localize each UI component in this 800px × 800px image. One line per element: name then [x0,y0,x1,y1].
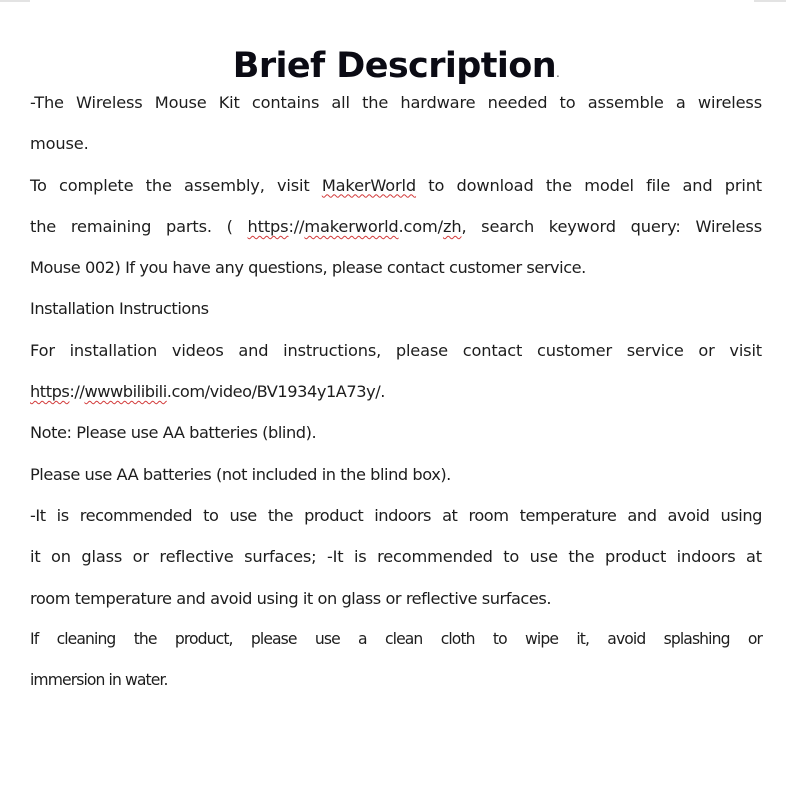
text-line-1: -The Wireless Mouse Kit contains all the hardware needed to assemble a wireless [30,93,762,112]
section-heading-installation: Installation Instructions [30,299,209,319]
spellcheck-word-https: https [247,216,289,236]
text-fragment: .com/video/BV1934y1A73y/. [166,382,385,402]
text-line-14: If cleaning the product, please use a clean cloth to wipe it, avoid splashing or [30,629,762,648]
spellcheck-word-https: https [30,382,70,402]
text-fragment: .com/ [398,216,443,236]
text-line-10: Please use AA batteries (not included in the blind box). [30,464,451,484]
text-fragment: :// [69,382,85,402]
text-fragment: :// [288,216,305,236]
text-line-9-note: Note: Please use AA batteries (blind). [30,423,317,443]
text-line-12: it on glass or reflective surfaces; -It is recommended to use the product indoors at [30,547,762,567]
text-line-4 [30,206,762,247]
text-line-11: -It is recommended to use the product indoors at room temperature and avoid using [30,505,762,525]
text-line-3 [30,165,762,206]
text-fragment: , search keyword query: Wireless [461,216,762,236]
text-fragment: To complete the assembly, visit [30,175,322,195]
spellcheck-word-makerworld: MakerWorld [321,175,417,195]
text-line-7: For installation videos and instructions, please contact customer service or visit [30,340,762,360]
text-line-5: Mouse 002) If you have any questions, please contact customer service. [30,258,586,278]
document-body [30,82,762,701]
spellcheck-word-makerworld-url: makerworld [304,216,399,236]
spellcheck-word-zh: zh [442,216,462,236]
text-fragment: to download the model file and print [416,175,762,195]
top-right-edge-mark [754,0,786,2]
spellcheck-word-wwwbilibili: wwwbilibili [84,382,167,402]
title-trailing-mark: . [556,66,560,81]
text-line-15: immersion in water. [30,671,168,690]
text-fragment: the remaining parts. ( [30,216,248,236]
text-line-13: room temperature and avoid using it on glass or reflective surfaces. [30,588,552,608]
page-title-text: Brief Description [232,46,557,87]
text-line-8-bilibili-url [30,371,762,412]
top-left-edge-mark [0,0,30,2]
text-line-2: mouse. [30,134,89,154]
